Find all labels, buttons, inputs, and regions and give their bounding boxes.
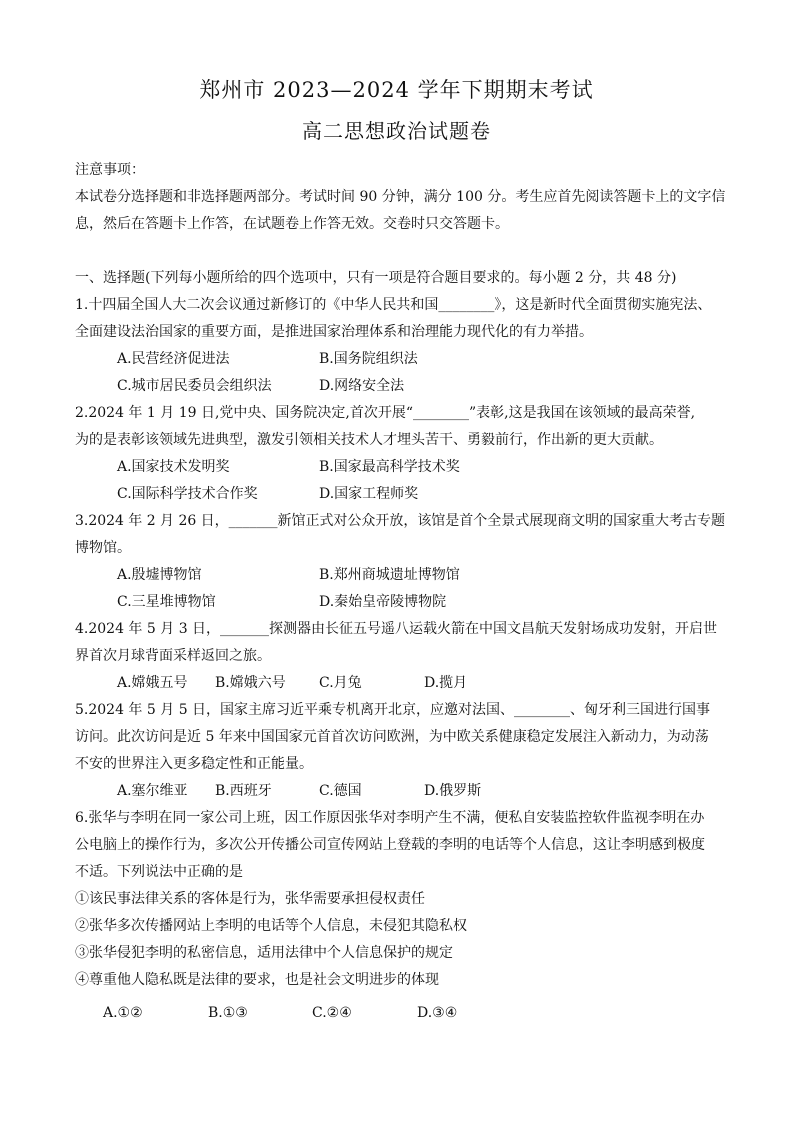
- question-text: 4.2024 年 5 月 3 日，_______探测器由长征五号遥八运载火箭在中国文昌航天发射场成功发射，开启世: [75, 621, 718, 637]
- question-text: 全面建设法治国家的重要方面，是推进国家治理体系和治理能力现代化的有力举措。: [75, 324, 593, 340]
- question-text: 不适。下列说法中正确的是: [75, 864, 243, 880]
- option-b: B.西班牙: [215, 783, 272, 799]
- question-text: 公电脑上的操作行为，多次公开传播公司宣传网站上登载的李明的电话等个人信息，这让李明感到极度: [75, 837, 705, 853]
- question-text: 不安的世界注入更多稳定性和正能量。: [75, 756, 313, 772]
- notice-line: 息，然后在答题卡上作答，在试题卷上作答无效。交卷时只交答题卡。: [75, 216, 509, 232]
- statement-1: ①该民事法律关系的客体是行为，张华需要承担侵权责任: [75, 891, 425, 907]
- option-d: D.俄罗斯: [424, 783, 482, 799]
- exam-title: 郑州市 2023—2024 学年下期期末考试: [199, 78, 594, 102]
- option-b: B.郑州商城遗址博物馆: [319, 567, 460, 583]
- option-c: C.城市居民委员会组织法: [117, 378, 272, 394]
- notice-heading: 注意事项：: [75, 162, 145, 178]
- option-a: A.①②: [103, 1005, 143, 1021]
- option-d: D.国家工程师奖: [319, 486, 419, 502]
- option-c: C.②④: [312, 1005, 352, 1021]
- option-b: B.①③: [208, 1005, 248, 1021]
- option-b: B.国务院组织法: [319, 351, 418, 367]
- statement-4: ④尊重他人隐私既是法律的要求，也是社会文明进步的体现: [75, 972, 439, 988]
- option-d: D.③④: [417, 1005, 458, 1021]
- exam-subtitle: 高二思想政治试题卷: [302, 119, 491, 143]
- option-d: D.揽月: [424, 675, 468, 691]
- option-a: A.国家技术发明奖: [117, 459, 230, 475]
- question-text: 访问。此次访问是近 5 年来中国国家元首首次访问欧洲，为中欧关系健康稳定发展注入新动力，为动荡: [75, 729, 709, 745]
- option-c: C.三星堆博物馆: [117, 594, 216, 610]
- question-text: 6.张华与李明在同一家公司上班，因工作原因张华对李明产生不满，便私自安装监控软件监视李明在办: [75, 810, 705, 826]
- option-c: C.德国: [319, 783, 362, 799]
- question-text: 博物馆。: [75, 540, 131, 556]
- notice-line: 本试卷分选择题和非选择题两部分。考试时间 90 分钟，满分 100 分。考生应首先阅读答题卡上的文字信: [75, 189, 726, 205]
- statement-2: ②张华多次传播网站上李明的电话等个人信息，未侵犯其隐私权: [75, 918, 467, 934]
- option-b: B.嫦娥六号: [215, 675, 286, 691]
- option-b: B.国家最高科学技术奖: [319, 459, 460, 475]
- question-text: 5.2024 年 5 月 5 日，国家主席习近平乘专机离开北京，应邀对法国、________、匈牙利三国进行国事: [75, 702, 711, 718]
- section-heading: 一、选择题(下列每小题所给的四个选项中，只有一项是符合题目要求的。每小题 2 分，共 48 分): [75, 270, 677, 286]
- option-a: A.民营经济促进法: [117, 351, 230, 367]
- option-c: C.月兔: [319, 675, 362, 691]
- question-text: 2.2024 年 1 月 19 日,党中央、国务院决定,首次开展“________”表彰,这是我国在该领域的最高荣誉,: [75, 405, 696, 421]
- question-text: 3.2024 年 2 月 26 日，_______新馆正式对公众开放，该馆是首个全景式展现商文明的国家重大考古专题: [75, 513, 725, 529]
- question-text: 为的是表彰该领域先进典型，激发引领相关技术人才埋头苦干、勇毅前行，作出新的更大贡献。: [75, 432, 663, 448]
- option-d: D.秦始皇帝陵博物院: [319, 594, 447, 610]
- option-a: A.嫦娥五号: [117, 675, 188, 691]
- option-a: A.殷墟博物馆: [117, 567, 202, 583]
- question-text: 1.十四届全国人大二次会议通过新修订的《中华人民共和国________》，这是新时代全面贯彻实施宪法、: [75, 297, 712, 313]
- option-a: A.塞尔维亚: [117, 783, 188, 799]
- question-text: 界首次月球背面采样返回之旅。: [75, 648, 271, 664]
- statement-3: ③张华侵犯李明的私密信息，适用法律中个人信息保护的规定: [75, 945, 453, 961]
- option-c: C.国际科学技术合作奖: [117, 486, 258, 502]
- option-d: D.网络安全法: [319, 378, 405, 394]
